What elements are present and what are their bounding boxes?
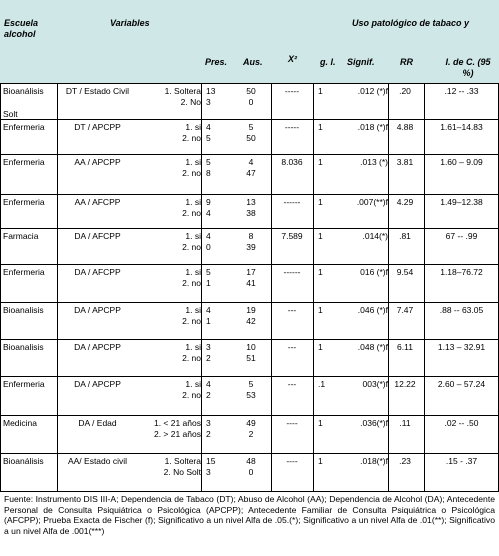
cell-variable: DA / APCPP [74,305,121,315]
header-school: Escuela alcohol [4,18,39,39]
cell-signif: .013 (*) [360,157,388,167]
cell-pres: 9 4 [206,197,211,218]
cell-gl: 1 [318,157,323,167]
cell-school: Bioanalisis [3,305,44,315]
cell-variable: AA/ Estado civil [67,456,128,466]
cell-levels: 1. si 2. no [182,379,201,400]
cell-signif: .046 (*)f [357,305,388,315]
cell-signif: .018 (*)f [357,122,388,132]
cell-pres: 5 8 [206,157,211,178]
cell-levels: 1. si 2. no [182,122,201,143]
cell-aus: 5 50 [246,122,256,143]
cell-rr: 9.54 [396,267,414,277]
header-gl: g. l. [320,57,336,67]
cell-pres: 4 5 [206,122,211,143]
cell-pres: 4 2 [206,379,211,400]
cell-chi: ---- [286,418,298,428]
header-rr: RR [400,57,413,67]
cell-variable: DT / Estado Civil [65,86,130,96]
cell-aus: 48 0 [246,456,256,477]
cell-signif: .036(*)f [360,418,388,428]
cell-chi: ----- [284,86,300,96]
vrule-5 [388,83,389,492]
cell-gl: 1 [318,342,323,352]
cell-chi: ----- [284,122,300,132]
cell-aus: 19 42 [246,305,256,326]
cell-rr: .11 [399,418,411,428]
cell-ic: .12 -- .33 [444,86,479,96]
cell-gl: 1 [318,418,323,428]
cell-ic: 1.49–12.38 [440,197,483,207]
cell-signif: .018(*)f [360,456,388,466]
table-header [0,0,499,83]
cell-school-extra: Solt [3,109,18,119]
cell-pres: 5 1 [206,267,211,288]
cell-gl: 1 [318,231,323,241]
cell-ic: 67 -- .99 [445,231,478,241]
cell-gl: .1 [318,379,326,389]
cell-school: Farmacia [3,231,39,241]
cell-school: Enfermeria [3,379,45,389]
cell-variable: DA / Edad [78,418,117,428]
cell-aus: 50 0 [246,86,256,107]
cell-signif: .007(**)f [356,197,388,207]
header-ic: I. de C. (95 %) [445,57,491,78]
cell-chi: ---- [286,456,298,466]
cell-variable: DT / APCPP [74,122,121,132]
cell-rr: .81 [399,231,411,241]
cell-school: Enfermeria [3,122,45,132]
cell-levels: 1. Soltera 2. No Solt [163,456,201,477]
cell-gl: 1 [318,197,323,207]
cell-aus: 13 38 [246,197,256,218]
cell-gl: 1 [318,86,323,96]
cell-school: Bioanálisis [3,86,44,96]
cell-school: Medicina [3,418,38,428]
cell-levels: 1. Soltera 2. No [164,86,201,107]
cell-variable: DA / AFCPP [74,267,121,277]
cell-pres: 4 0 [206,231,211,252]
vrule-3 [271,83,272,492]
header-aus: Aus. [243,57,263,67]
cell-rr: 4.88 [396,122,414,132]
cell-chi: --- [287,379,297,389]
vrule-6 [424,83,425,492]
cell-signif: .012 (*)f [357,86,388,96]
cell-gl: 1 [318,305,323,315]
cell-chi: --- [287,342,297,352]
vrule-1 [57,83,58,492]
cell-pres: 13 3 [206,86,216,107]
cell-gl: 1 [318,456,323,466]
cell-variable: DA / APCPP [74,379,121,389]
cell-levels: 1. si 2. no [182,157,201,178]
cell-levels: 1. si 2. no [182,305,201,326]
cell-ic: .15 - .37 [445,456,478,466]
cell-gl: 1 [318,122,323,132]
cell-chi: --- [287,305,297,315]
cell-levels: 1. < 21 años 2. > 21 años [153,418,201,439]
header-signif: Signif. [347,57,375,67]
cell-levels: 1. si 2. no [182,342,201,363]
cell-pres: 15 3 [206,456,216,477]
cell-ic: 1.61–14.83 [440,122,483,132]
header-chi: X² [288,54,297,64]
cell-ic: 1.13 – 32.91 [437,342,486,352]
cell-signif: .014(*) [362,231,388,241]
cell-aus: 49 2 [246,418,256,439]
cell-levels: 1. si 2. no [182,197,201,218]
cell-ic: 1.18–76.72 [440,267,483,277]
cell-variable: AA / AFCPP [74,197,121,207]
cell-aus: 17 41 [246,267,256,288]
cell-rr: 12.22 [394,379,416,389]
footnote: Fuente: Instrumento DIS III-A; Dependencia de Tabaco (DT); Abuso de Alcohol (AA); Dependencia de Alcohol (DA); Antecedente Personal de Consulta Psiquiátrica o Psicológica (APCPP); Antecedente Familiar de Consulta Psiquiátrica o Psicológica (AFCPP); Prueba Exacta de Fischer (f); Significativo a un nivel Alfa de .05.(*); Significativo a un nivel Alfa de .01(**); Significativo a un nivel Alfa de .001(***) [4,494,495,536]
cell-school: Enfermeria [3,157,45,167]
cell-ic: 2.60 – 57.24 [437,379,486,389]
cell-pres: 3 2 [206,418,211,439]
cell-aus: 10 51 [246,342,256,363]
cell-levels: 1. si 2. no [182,231,201,252]
cell-chi: 8.036 [281,157,303,167]
cell-variable: AA / APCPP [74,157,121,167]
cell-aus: 5 53 [246,379,256,400]
cell-school: Enfermeria [3,267,45,277]
vrule-4 [313,83,314,492]
cell-rr: 3.81 [396,157,414,167]
cell-signif: 016 (*)f [360,267,388,277]
cell-school: Bioanálisis [3,456,44,466]
cell-rr: 4.29 [396,197,414,207]
cell-levels: 1. si 2. no [182,267,201,288]
cell-chi: ------ [283,267,301,277]
cell-ic: .02 -- .50 [444,418,479,428]
cell-school: Enfermeria [3,197,45,207]
cell-school: Bioanalisis [3,342,44,352]
header-variables: Variables [110,18,150,28]
cell-rr: 6.11 [397,342,413,352]
cell-pres: 4 1 [206,305,211,326]
cell-rr: .20 [399,86,411,96]
cell-signif: 003(*)f [362,379,388,389]
vrule-2 [201,83,202,492]
header-title: Uso patológico de tabaco y [352,18,470,28]
cell-rr: 7.47 [396,305,414,315]
cell-ic: 1.60 – 9.09 [440,157,483,167]
cell-aus: 4 47 [246,157,256,178]
cell-rr: .23 [399,456,411,466]
cell-chi: 7.589 [281,231,303,241]
cell-pres: 3 2 [206,342,211,363]
cell-gl: 1 [318,267,323,277]
cell-ic: .88 -- 63.05 [439,305,484,315]
cell-signif: .048 (*)f [357,342,388,352]
header-pres: Pres. [205,57,228,67]
cell-chi: ------ [283,197,301,207]
cell-variable: DA / APCPP [74,342,121,352]
cell-aus: 8 39 [246,231,256,252]
vrule-0 [0,83,1,492]
cell-variable: DA / AFCPP [74,231,121,241]
